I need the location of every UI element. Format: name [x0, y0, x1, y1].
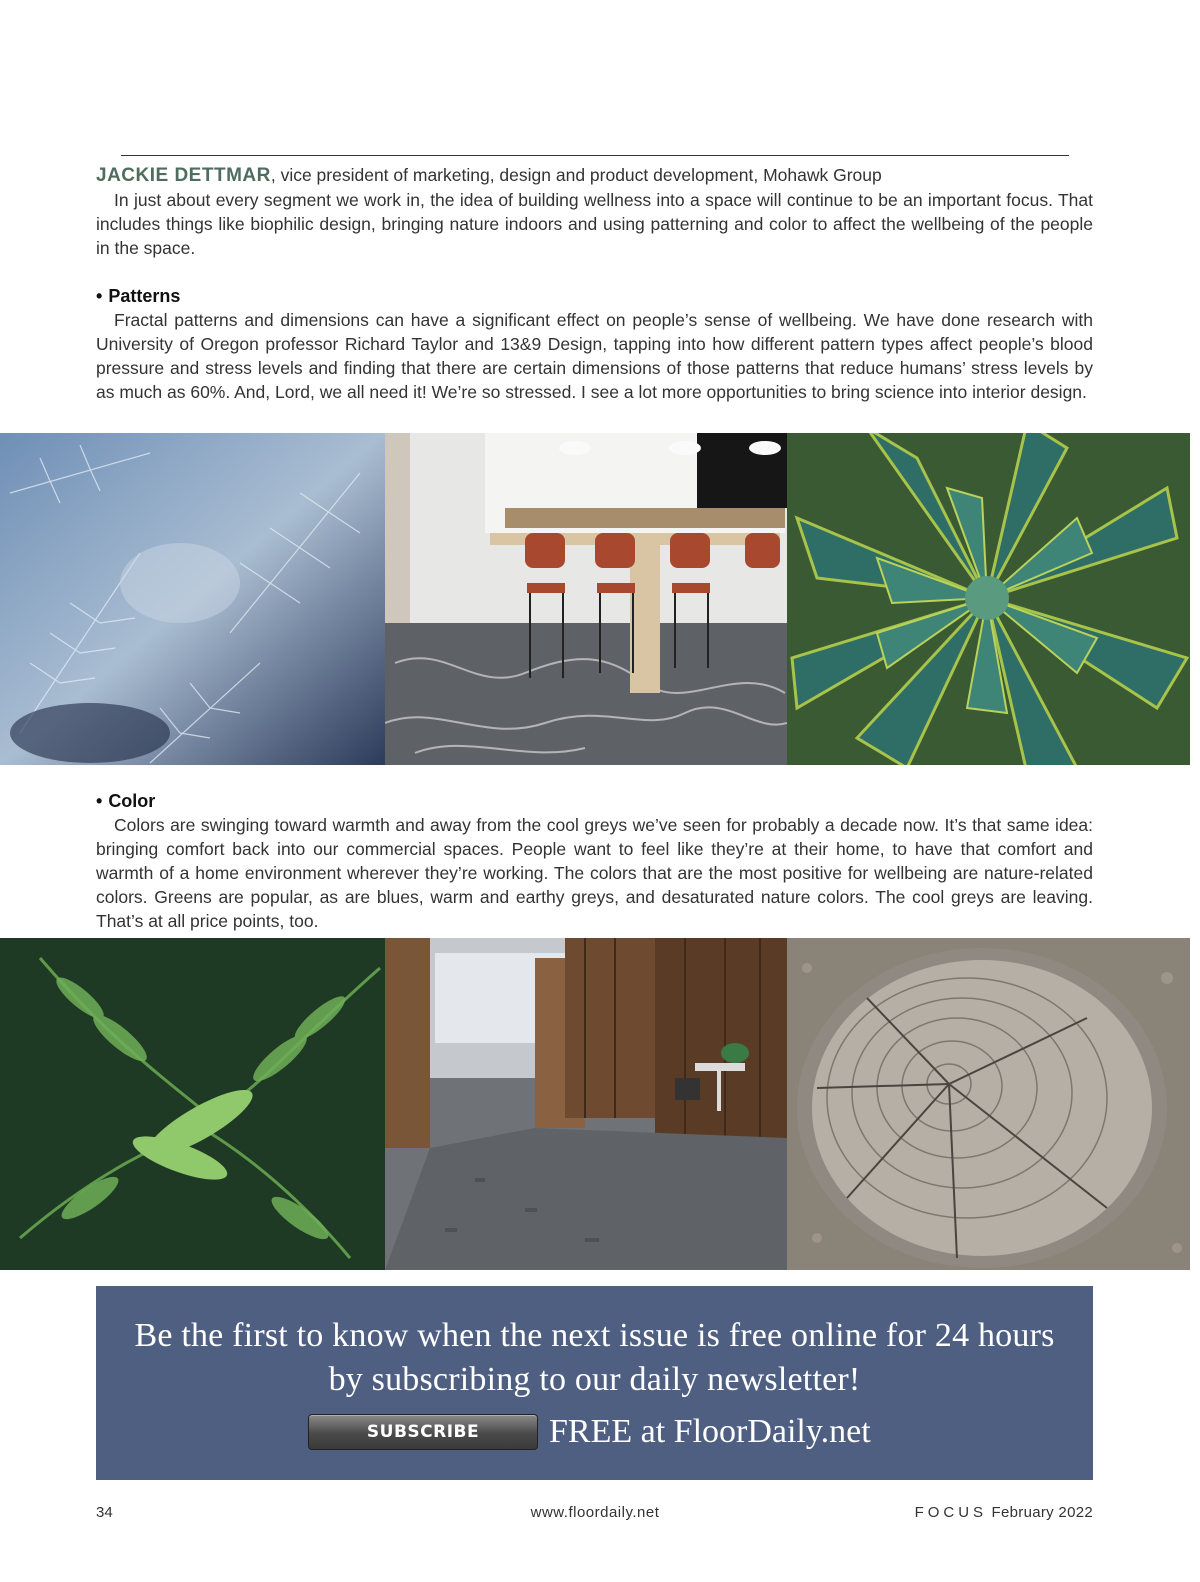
office-corridor-photo	[385, 938, 787, 1270]
free-link-text[interactable]: FREE at FloorDaily.net	[549, 1413, 871, 1450]
footer-issue	[915, 1504, 1093, 1521]
office-cafe-photo	[385, 433, 787, 765]
page-number: 34	[96, 1504, 113, 1521]
tree-stump-photo	[787, 938, 1190, 1270]
patterns-paragraph: Fractal patterns and dimensions can have a significant effect on people’s sense of wellbeing. We have done research with University of Oregon professor Richard Taylor and 13&9 Design, tapping into how different pattern types affect people’s blood pressure and stress levels and finding that there are certain dimensions of those patterns that reduce humans’ stress levels by as much as 60%. And, Lord, we all need it! We’re so stressed. I see a lot more opportunities to bring science into interior design.	[96, 310, 1093, 402]
magazine-name: FOCUS	[914, 1504, 988, 1521]
patterns-block	[96, 284, 1093, 404]
subscribe-button[interactable]: SUBSCRIBE	[308, 1414, 538, 1450]
top-rule	[121, 155, 1069, 156]
byline-role: , vice president of marketing, design and product development, Mohawk Group	[270, 165, 882, 185]
byline	[96, 163, 1093, 188]
banner-subline: by subscribing to our daily newsletter!	[328, 1361, 861, 1398]
banner-headline: Be the first to know when the next issue is free online for 24 hours	[134, 1317, 1055, 1354]
byline-name: JACKIE DETTMAR	[96, 165, 271, 186]
heading-text: Color	[108, 791, 156, 811]
color-photo-row	[0, 938, 1190, 1270]
newsletter-banner	[96, 1286, 1093, 1480]
heading-text: Patterns	[108, 286, 181, 306]
intro-block	[96, 163, 1093, 260]
bullet: •	[96, 791, 103, 811]
color-block	[96, 789, 1093, 933]
frost-pattern-photo	[0, 433, 385, 765]
color-paragraph: Colors are swinging toward warmth and away from the cool greys we’ve seen for probably a decade now. It’s that same idea: bringing comfort back into our commercial spaces. People want to feel like they’re at their home, to have that comfort and warmth of a home environment wherever they’re working. The colors that are the most positive for wellbeing are nature-related colors. Greens are popular, as are blues, warm and earthy greys, and desaturated nature colors. The cool greys are leaving. That’s at all price points, too.	[96, 815, 1093, 931]
section-heading-color	[96, 789, 1093, 813]
aloe-plant-photo	[787, 433, 1190, 765]
patterns-photo-row	[0, 433, 1190, 765]
issue-date: February 2022	[991, 1504, 1093, 1521]
bullet: •	[96, 286, 103, 306]
intro-paragraph: In just about every segment we work in, the idea of building wellness into a space will continue to be an important focus. That includes things like biophilic design, bringing nature indoors and using patterning and color to affect the wellbeing of the people in the space.	[96, 190, 1093, 258]
section-heading-patterns	[96, 284, 1093, 308]
footer-url[interactable]: www.floordaily.net	[530, 1504, 660, 1521]
fern-leaves-photo	[0, 938, 385, 1270]
